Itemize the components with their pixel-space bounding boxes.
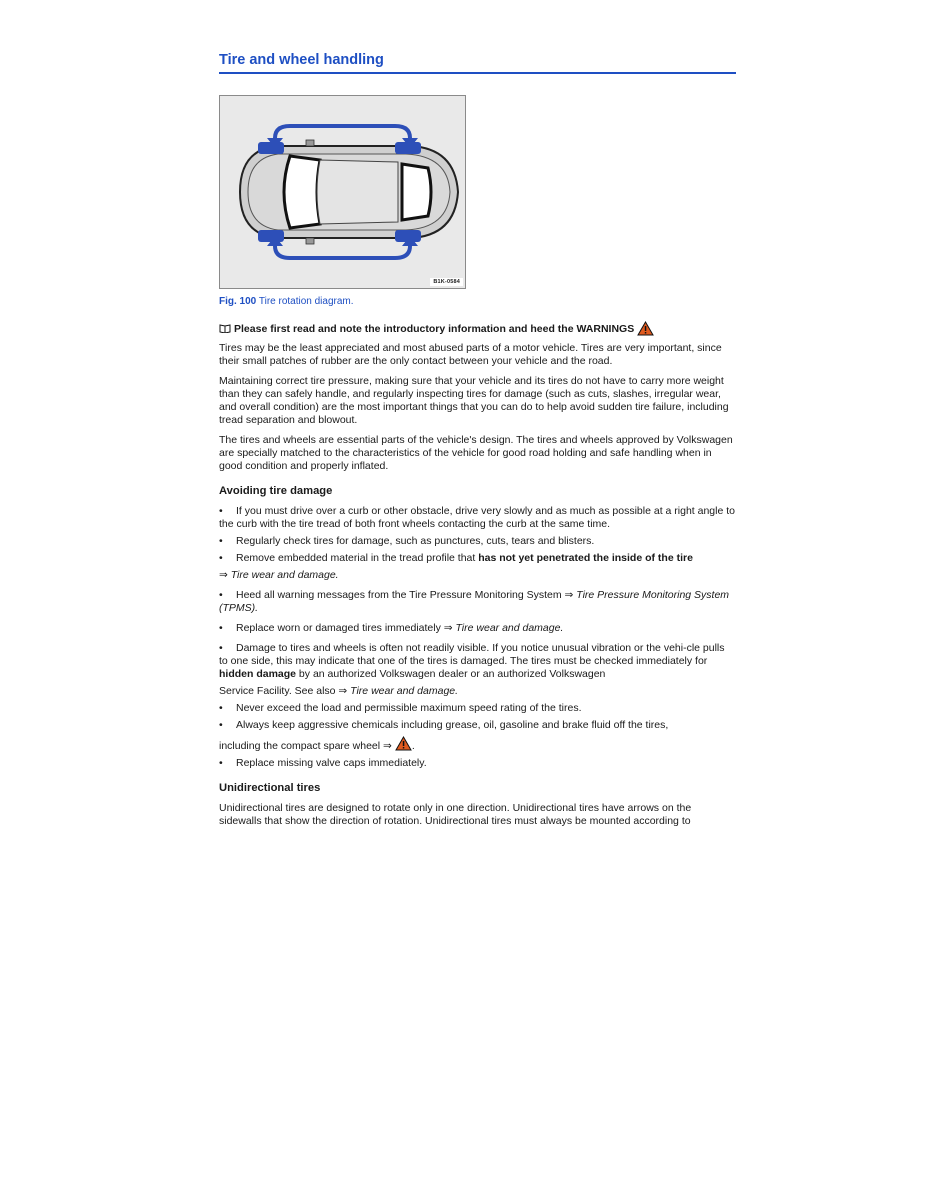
list-item: • Replace worn or damaged tires immediately ⇒ Tire wear and damage. bbox=[219, 622, 564, 634]
intro-paragraph-3: The tires and wheels are essential parts of the vehicle's design. The tires and wheels approved by Volkswagen are specially matched to the characteristics of the vehicle for good road holding and safe handling when in good condition and properly inflated. bbox=[219, 434, 733, 472]
warning-notice bbox=[219, 321, 736, 336]
cross-reference-link[interactable]: Tire wear and damage. bbox=[230, 569, 339, 581]
list-item: • Never exceed the load and permissible maximum speed rating of the tires. bbox=[219, 702, 582, 714]
cross-reference-link[interactable]: Tire wear and damage. bbox=[350, 685, 459, 697]
list-item-continuation: Service Facility. See also ⇒ Tire wear and damage. bbox=[219, 685, 459, 697]
notice-text: Please first read and note the introductory information and heed the WARNINGS bbox=[234, 322, 635, 335]
windshield bbox=[284, 156, 320, 228]
list-item: • If you must drive over a curb or other obstacle, drive very slowly and as much as possible at a right angle to the curb with the tire tread of both front wheels contacting the curb at the same time. bbox=[219, 505, 735, 530]
manual-page bbox=[219, 50, 736, 835]
top-rotation-arrow bbox=[275, 126, 410, 138]
figure-caption bbox=[219, 296, 736, 308]
figure-id: B1K-0584 bbox=[430, 278, 463, 286]
book-icon bbox=[219, 324, 231, 333]
avoiding-heading: Avoiding tire damage bbox=[219, 485, 333, 497]
list-item: • Replace missing valve caps immediately. bbox=[219, 757, 427, 769]
list-item-continuation: ⇒ Tire wear and damage. bbox=[219, 569, 339, 581]
caption-text: Tire rotation diagram. bbox=[258, 296, 354, 307]
intro-paragraph-1: Tires may be the least appreciated and most abused parts of a motor vehicle. Tires are very important, since their small patches of rubber are the only contact between your vehicle and the road. bbox=[219, 342, 722, 367]
rear-window bbox=[402, 164, 431, 220]
list-item: • Remove embedded material in the tread profile that has not yet penetrated the inside of the tire bbox=[219, 552, 693, 564]
list-item: • Regularly check tires for damage, such as punctures, cuts, tears and blisters. bbox=[219, 535, 595, 547]
section-title: Tire and wheel handling bbox=[219, 50, 736, 74]
tire-rotation-figure bbox=[219, 95, 466, 289]
car-top-view-illustration bbox=[220, 96, 465, 288]
list-item-continuation: including the compact spare wheel ⇒ . bbox=[219, 736, 736, 753]
unidirectional-heading: Unidirectional tires bbox=[219, 782, 321, 794]
warning-icon[interactable] bbox=[637, 321, 654, 336]
cross-reference-link[interactable]: Tire Pressure Monitoring System (TPMS). bbox=[219, 589, 730, 614]
list-item: • Heed all warning messages from the Tire Pressure Monitoring System ⇒ Tire Pressure Monitoring System (TPMS). bbox=[219, 589, 730, 614]
caption-label: Fig. 100 bbox=[219, 296, 257, 307]
rear-left-wheel bbox=[395, 142, 421, 154]
rear-right-wheel bbox=[395, 230, 421, 242]
intro-paragraph-2: Maintaining correct tire pressure, making sure that your vehicle and its tires do not have to carry more weight than they can safely handle, and regularly inspecting tires for damage (such as cuts, slashes, irregular wear, and overall condition) are the most important things that you can do to help avoid sudden tire failure, including tread separation and blowout. bbox=[219, 375, 729, 426]
bottom-rotation-arrow bbox=[275, 246, 410, 258]
front-left-wheel bbox=[258, 142, 284, 154]
cross-reference-link[interactable]: Tire wear and damage. bbox=[455, 622, 564, 634]
warning-icon[interactable] bbox=[395, 736, 412, 751]
front-right-wheel bbox=[258, 230, 284, 242]
list-item: • Always keep aggressive chemicals including grease, oil, gasoline and brake fluid off the tires, bbox=[219, 719, 669, 731]
list-item: • Damage to tires and wheels is often not readily visible. If you notice unusual vibration or the vehi-cle pulls to one side, this may indicate that one of the tires is damaged. The tires must be checked immediately for hidden damage by an authorized Volkswagen dealer or an authorized Volkswagen bbox=[219, 642, 725, 680]
unidirectional-paragraph: Unidirectional tires are designed to rotate only in one direction. Unidirectional tires have arrows on the sidewalls that show the direction of rotation. Unidirectional tires must always be mounted according to bbox=[219, 802, 692, 827]
